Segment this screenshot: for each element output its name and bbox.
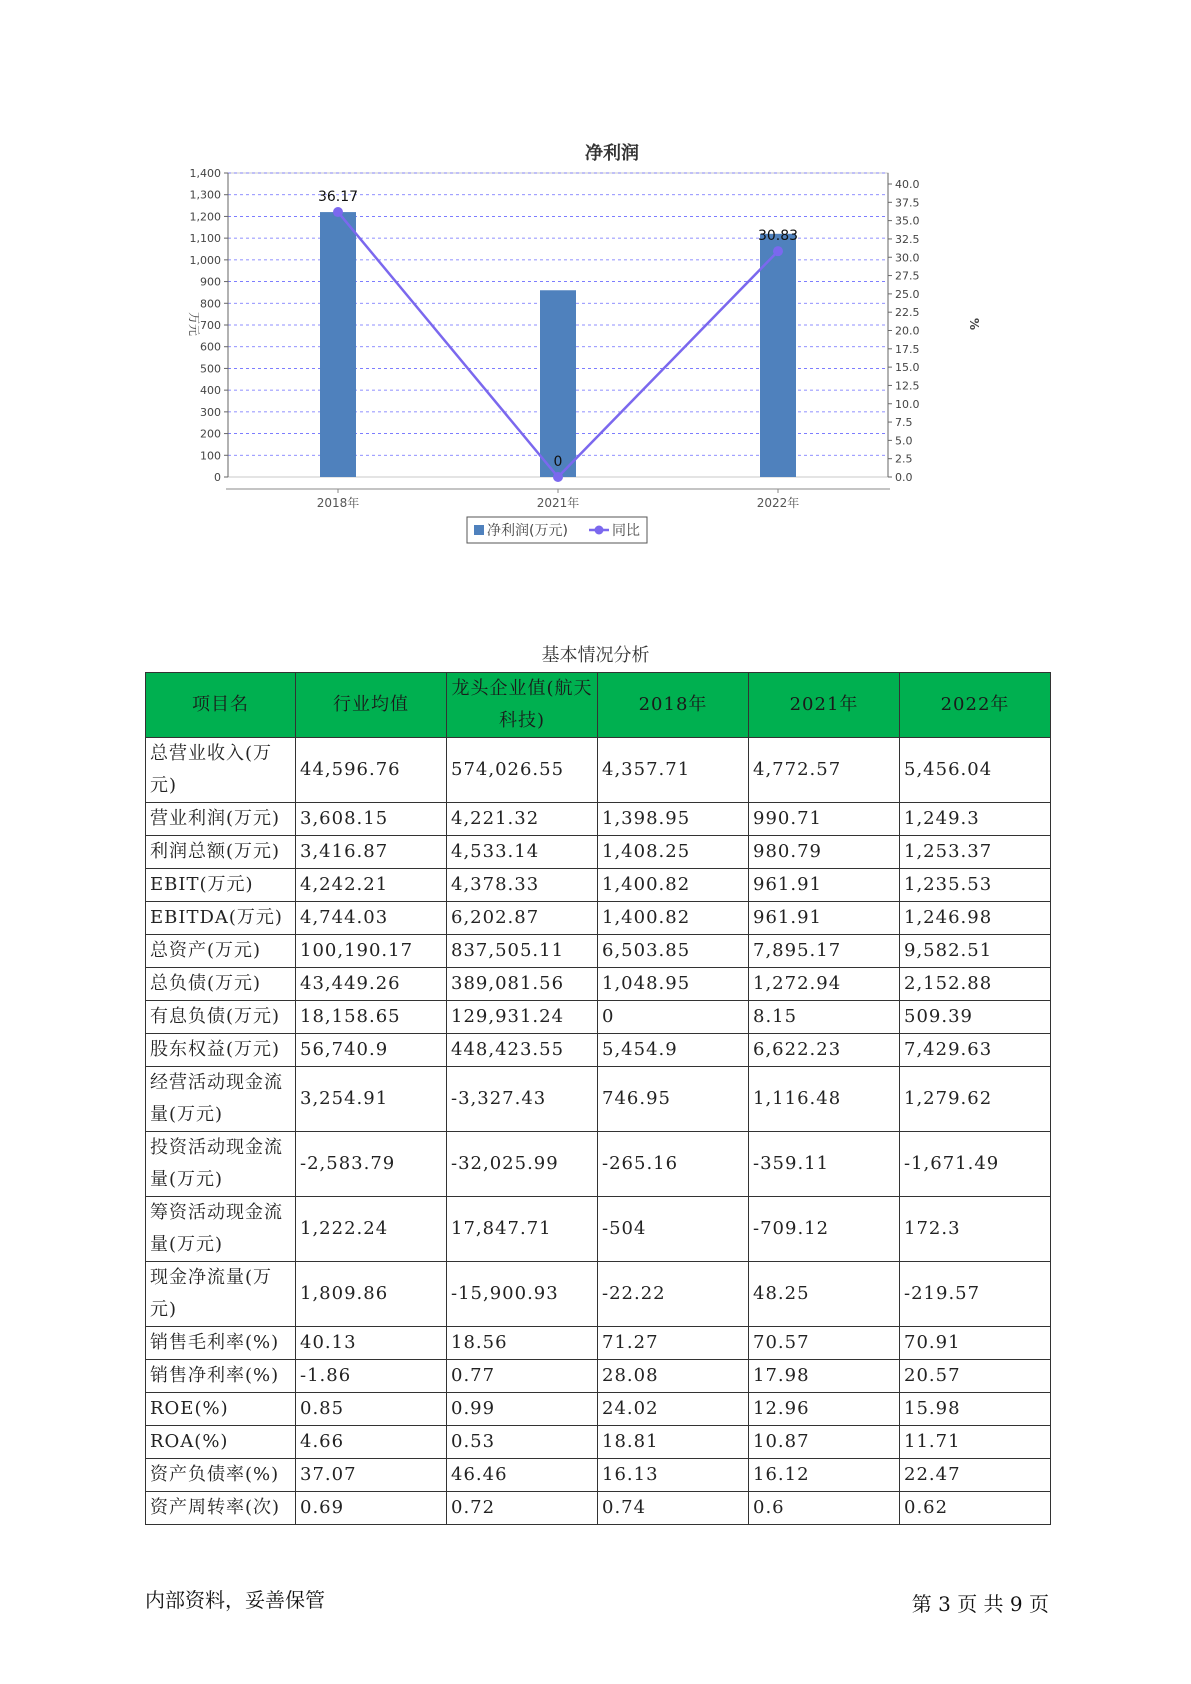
y2-tick-label: 15.0 [895,361,920,375]
table-row [146,1459,1051,1492]
value-cell: 1,116.48 [749,1067,900,1132]
table-row [146,968,1051,1001]
x-tick-label: 2018年 [316,496,360,510]
value-cell: 1,408.25 [598,836,749,869]
value-cell: 6,202.87 [447,902,598,935]
value-cell: -504 [598,1197,749,1262]
x-tick-label: 2022年 [756,496,800,510]
table-row [146,1132,1051,1197]
table-caption: 基本情况分析 [541,645,650,666]
y2-tick-label: 40.0 [895,178,920,191]
table-row [146,836,1051,869]
value-cell: 20.57 [900,1360,1051,1393]
value-cell: 3,254.91 [296,1067,447,1132]
row-label-cell: ROA(%) [146,1426,296,1459]
value-cell: -3,327.43 [447,1067,598,1132]
value-cell: 1,809.86 [296,1262,447,1327]
legend-line-marker [595,526,604,535]
value-cell: 1,253.37 [900,836,1051,869]
value-cell: 1,222.24 [296,1197,447,1262]
value-cell: 961.91 [749,869,900,902]
row-label-cell: ROE(%) [146,1393,296,1426]
value-cell: 7,895.17 [749,935,900,968]
value-cell: 6,622.23 [749,1034,900,1067]
point-label: 0 [553,454,563,470]
value-cell: 1,400.82 [598,902,749,935]
value-cell: 12.96 [749,1393,900,1426]
y2-tick-label: 32.5 [895,232,920,246]
value-cell: 17,847.71 [447,1197,598,1262]
table-row [146,738,1051,803]
y-tick-label: 400 [200,384,221,398]
value-cell: 70.57 [749,1327,900,1360]
table-row [146,1262,1051,1327]
table-row [146,1327,1051,1360]
value-cell: 4,242.21 [296,869,447,902]
value-cell: 172.3 [900,1197,1051,1262]
value-cell: 4.66 [296,1426,447,1459]
table-row [146,1426,1051,1459]
y-tick-label: 600 [200,340,221,354]
left-axis-unit: 万元 [187,311,201,337]
y-tick-label: 1,200 [189,210,221,224]
x-tick-label: 2021年 [536,496,580,510]
value-cell: -265.16 [598,1132,749,1197]
row-label-cell: 总资产(万元) [146,935,296,968]
value-cell: 28.08 [598,1360,749,1393]
value-cell: 2,152.88 [900,968,1051,1001]
value-cell: 0.85 [296,1393,447,1426]
value-cell: 389,081.56 [447,968,598,1001]
value-cell: 24.02 [598,1393,749,1426]
value-cell: 129,931.24 [447,1001,598,1034]
value-cell: 71.27 [598,1327,749,1360]
table-row [146,1001,1051,1034]
value-cell: -15,900.93 [447,1262,598,1327]
y2-tick-label: 22.5 [895,306,920,320]
value-cell: 70.91 [900,1327,1051,1360]
table-row [146,1360,1051,1393]
value-cell: -1.86 [296,1360,447,1393]
value-cell: 448,423.55 [447,1034,598,1067]
chart-title: 净利润 [585,143,639,164]
legend-bar-label: 净利润(万元) [487,523,568,539]
value-cell: 1,246.98 [900,902,1051,935]
value-cell: 5,456.04 [900,738,1051,803]
value-cell: 16.13 [598,1459,749,1492]
y-tick-label: 1,400 [189,167,221,180]
value-cell: 15.98 [900,1393,1051,1426]
table-row [146,1034,1051,1067]
legend-bar-swatch [474,525,484,535]
value-cell: 990.71 [749,803,900,836]
y-tick-label: 0 [214,471,221,484]
y2-tick-label: 7.5 [895,416,913,430]
chart-legend [467,517,647,543]
value-cell: 44,596.76 [296,738,447,803]
value-cell: 100,190.17 [296,935,447,968]
value-cell: 46.46 [447,1459,598,1492]
row-label-cell: 经营活动现金流量(万元) [146,1067,296,1132]
value-cell: 1,249.3 [900,803,1051,836]
value-cell: 1,272.94 [749,968,900,1001]
table-header-cell: 2021年 [749,673,900,738]
row-label-cell: 现金净流量(万元) [146,1262,296,1327]
value-cell: 4,221.32 [447,803,598,836]
footer-confidential-note: 内部资料，妥善保管 [145,1588,325,1612]
y-tick-label: 200 [200,427,221,441]
value-cell: 40.13 [296,1327,447,1360]
y-tick-label: 300 [200,405,221,419]
value-cell: 1,279.62 [900,1067,1051,1132]
legend-line-label: 同比 [612,523,640,539]
table-row [146,902,1051,935]
bar [320,212,356,477]
value-cell: 3,608.15 [296,803,447,836]
table-row [146,1067,1051,1132]
footer-page-number: 第 3 页 共 9 页 [911,1592,1049,1616]
row-label-cell: 总负债(万元) [146,968,296,1001]
value-cell: 0.99 [447,1393,598,1426]
value-cell: 509.39 [900,1001,1051,1034]
point-label: 36.17 [317,189,359,206]
value-cell: 3,416.87 [296,836,447,869]
value-cell: 0.6 [749,1492,900,1525]
value-cell: -219.57 [900,1262,1051,1327]
basic-analysis-table [145,672,1051,1525]
y-tick-label: 500 [200,362,221,376]
value-cell: 18,158.65 [296,1001,447,1034]
row-label-cell: 销售净利率(%) [146,1360,296,1393]
value-cell: 746.95 [598,1067,749,1132]
y2-tick-label: 12.5 [895,379,920,393]
net-profit-chart [170,130,1030,600]
value-cell: 574,026.55 [447,738,598,803]
value-cell: 5,454.9 [598,1034,749,1067]
value-cell: 17.98 [749,1360,900,1393]
y-tick-label: 100 [200,449,221,463]
y-tick-label: 700 [200,319,221,332]
y-tick-label: 1,000 [189,253,221,267]
x-axis-categories [317,489,800,510]
value-cell: 961.91 [749,902,900,935]
table-row [146,1197,1051,1262]
y2-tick-label: 2.5 [895,452,913,466]
value-cell: -22.22 [598,1262,749,1327]
value-cell: 4,744.03 [296,902,447,935]
y-tick-label: 1,300 [189,188,221,202]
row-label-cell: 资产周转率(次) [146,1492,296,1525]
value-cell: 4,533.14 [447,836,598,869]
value-cell: 37.07 [296,1459,447,1492]
value-cell: 6,503.85 [598,935,749,968]
row-label-cell: EBIT(万元) [146,869,296,902]
table-header-cell: 2022年 [900,673,1051,738]
table-row [146,803,1051,836]
value-cell: 0.69 [296,1492,447,1525]
value-cell: 4,772.57 [749,738,900,803]
y2-tick-label: 20.0 [895,324,920,338]
value-cell: 0.62 [900,1492,1051,1525]
y2-tick-label: 17.5 [895,342,920,356]
table-header-cell: 2018年 [598,673,749,738]
table-header-cell: 行业均值 [296,673,447,738]
table-header-cell: 项目名 [146,673,296,738]
value-cell: 7,429.63 [900,1034,1051,1067]
value-cell: -32,025.99 [447,1132,598,1197]
value-cell: -2,583.79 [296,1132,447,1197]
row-label-cell: 筹资活动现金流量(万元) [146,1197,296,1262]
value-cell: 0.77 [447,1360,598,1393]
row-label-cell: 有息负债(万元) [146,1001,296,1034]
point-label: 30.83 [757,228,799,245]
value-cell: 43,449.26 [296,968,447,1001]
value-cell: 1,400.82 [598,869,749,902]
value-cell: 0.53 [447,1426,598,1459]
y-tick-label: 900 [200,275,221,289]
y-tick-label: 1,100 [189,232,221,246]
value-cell: 11.71 [900,1426,1051,1459]
line-point [773,246,783,256]
value-cell: -709.12 [749,1197,900,1262]
y2-tick-label: 5.0 [895,434,913,448]
y2-tick-label: 37.5 [895,196,920,210]
table-row [146,869,1051,902]
value-cell: 0.72 [447,1492,598,1525]
y2-tick-label: 35.0 [895,214,920,228]
table-row [146,935,1051,968]
value-cell: 1,398.95 [598,803,749,836]
y2-tick-label: 30.0 [895,251,920,265]
value-cell: 18.56 [447,1327,598,1360]
value-cell: -359.11 [749,1132,900,1197]
value-cell: 4,378.33 [447,869,598,902]
bar [540,290,576,477]
row-label-cell: 资产负债率(%) [146,1459,296,1492]
line-point [333,207,343,217]
y2-tick-label: 27.5 [895,269,920,283]
table-row [146,1393,1051,1426]
value-cell: 10.87 [749,1426,900,1459]
value-cell: 980.79 [749,836,900,869]
y2-tick-label: 0.0 [895,471,913,484]
value-cell: 22.47 [900,1459,1051,1492]
row-label-cell: 总营业收入(万元) [146,738,296,803]
table-row [146,1492,1051,1525]
row-label-cell: 投资活动现金流量(万元) [146,1132,296,1197]
value-cell: 0.74 [598,1492,749,1525]
value-cell: -1,671.49 [900,1132,1051,1197]
value-cell: 0 [598,1001,749,1034]
value-cell: 18.81 [598,1426,749,1459]
row-label-cell: 股东权益(万元) [146,1034,296,1067]
y2-tick-label: 25.0 [895,287,920,301]
bar-series [320,212,799,477]
value-cell: 16.12 [749,1459,900,1492]
value-cell: 837,505.11 [447,935,598,968]
value-cell: 48.25 [749,1262,900,1327]
table-header-cell: 龙头企业值(航天科技) [447,673,598,738]
row-label-cell: 利润总额(万元) [146,836,296,869]
row-label-cell: 营业利润(万元) [146,803,296,836]
bar [760,234,796,477]
table-header-row [146,673,1051,738]
y2-tick-label: 10.0 [895,397,920,411]
line-point [553,472,563,482]
value-cell: 4,357.71 [598,738,749,803]
row-label-cell: EBITDA(万元) [146,902,296,935]
row-label-cell: 销售毛利率(%) [146,1327,296,1360]
value-cell: 9,582.51 [900,935,1051,968]
right-axis-unit: % [967,317,981,331]
value-cell: 1,235.53 [900,869,1051,902]
value-cell: 56,740.9 [296,1034,447,1067]
y-tick-label: 800 [200,297,221,311]
value-cell: 1,048.95 [598,968,749,1001]
right-y-axis [888,173,920,484]
value-cell: 8.15 [749,1001,900,1034]
